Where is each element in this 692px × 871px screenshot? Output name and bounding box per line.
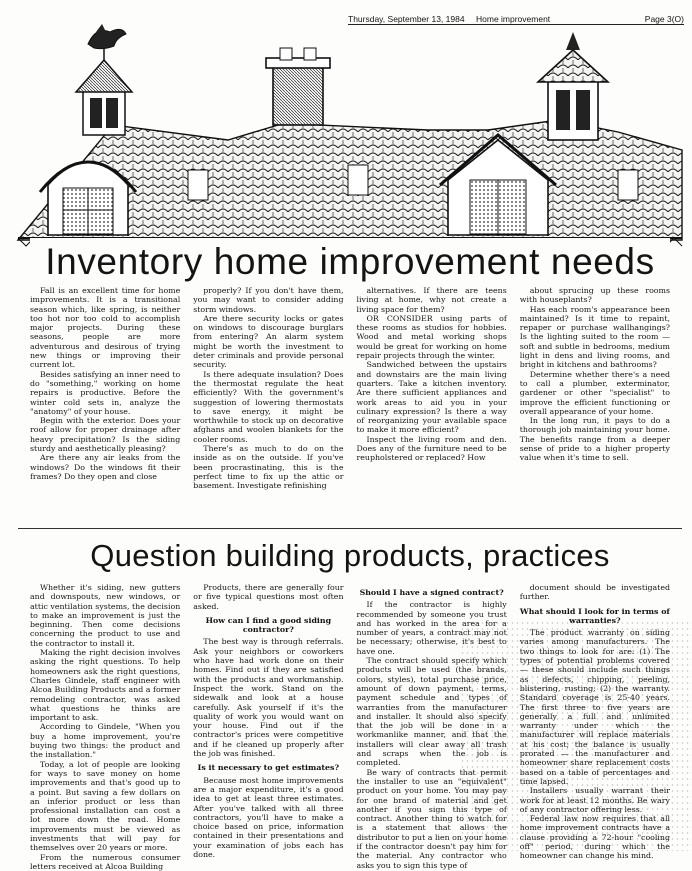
paragraph: Is there adequate insulation? Does the thermostat regulate the heat efficiently? With the government's suggestion of lowering thermostats to save energy, it might be worthwhile to stock up on decorative afghans and woolen blankets for the cooler rooms. [193,369,344,444]
paragraph: The product warranty on siding varies among manufacturers. The two things to look for are: (1) The types of potential problems covered — these should include such things as defects, chipping, peeling, blistering, rusting; (2) the warranty. Standard coverage is 25-40 years. The first three to five years are generally a full and unlimited warranty under which the manufacturer will replace materials at his cost; the balance is usually prorated — the manufacturer and homeowner share replacement costs based on a table of percentages and time lapsed. [519,628,670,786]
paragraph: alternatives. If there are teens living at home, why not create a living space for them? [356,286,507,314]
paragraph: According to Gindele, "When you buy a home improvement, you're buying two things: the product and the installation." [30,722,181,760]
paragraph: From the numerous consumer letters received at Alcoa Building [30,852,181,871]
paragraph: Products, there are generally four or five typical questions most often asked. [193,583,344,611]
paragraph: There's as much to do on the inside as on the outside. If you've been procrastinating, this is the perfect time to fix up the attic or basement. Investigate refinishing [193,444,344,491]
article-divider [18,528,682,529]
chimney [266,48,330,125]
column-3 [357,286,507,526]
paragraph: The best way is through referrals. Ask your neighbors or coworkers who have had work done on their homes. Find out if they are satisfied with the products and workmanship. Inspect the work. Stand on the sidewalk and look at a house carefully. Ask yourself if it's the quality of work you would want on your house. Find out if the contractor's prices were competitive and if he cleaned up properly after the job was finished. [193,637,344,759]
paragraph: Because most home improvements are a major expenditure, it's a good idea to get at least three estimates. After you've talked with all three contractors, you'll have to make a choice based on price, information contained in their presentations and your examination of jobs each has done. [193,775,344,860]
second-article-headline: Question building products, practices [90,538,610,573]
issue-date: Thursday, September 13, 1984 [348,14,465,24]
column-3 [356,583,507,870]
paragraph: Are there security locks or gates on windows to discourage burglars from entering? An alarm system might be worth the investment to deter criminals and provide personal security. [193,313,344,370]
article-body [30,286,670,526]
paragraph: Making the right decision involves asking the right questions. To help homeowners ask the right questions, Charles Gindele, staff engineer with Alcoa Building Products and a former remodeling contractor, was asked what questions he thinks are important to ask. [30,648,181,723]
paragraph: Whether it's siding, new gutters and downspouts, new windows, or attic ventilation systems, the decision to make an improvement is just the beginning. Then come decisions concerning the product to use and the contractor to install it. [30,583,181,648]
paragraph: Begin with the exterior. Does your roof allow for proper drainage after heavy precipitation? Is the siding sturdy and aesthetically pleasing? [30,416,181,454]
subheading: How can I find a good siding contractor? [205,615,332,635]
paragraph: The contract should specify which products will be used (the brands, colors, styles), total purchase price, amount of down payment, terms, payment schedule and types of warranties from the manufacturer and installer. It should also specify that the job will be done in a workmanlike manner, and that the installers will clear away all trash and scraps when the job is completed. [356,656,507,768]
paragraph: Are there any air leaks from the windows? Do the windows fit their frames? Do they open and close [30,453,181,481]
paragraph: Sandwiched between the upstairs and downstairs are the main living quarters. Take a kitchen inventory. Are there sufficient appliances and work areas to aid you in your culinary expression? Is there a way of reorganizing your available space to make it more efficient? [356,360,507,435]
second-article-body [30,583,670,871]
paragraph: Installers usually warrant their work for at least 12 months. Be wary of any contractor offering less. [519,786,670,814]
tower [538,32,608,140]
subheading: What should I look for in terms of warranties? [519,606,670,625]
page-number: Page 3(O) [644,14,684,24]
paragraph: properly? If you don't have them, you may want to consider adding storm windows. [193,286,344,314]
paragraph: Besides satisfying an inner need to do "something," working on home repairs is productive. Before the winter cold sets in, analyze the "anatomy" of your house. [30,369,181,416]
paragraph: Fall is an excellent time for home improvements. It is a transitional season which, like spring, is neither too hot nor too cold to accomplish major projects. During these seasons, people are more adventurous and desirous of trying new things or improving their current lot. [30,286,181,370]
column-1 [30,583,181,871]
column-4 [519,583,670,861]
section-name: Home improvement [476,14,551,24]
rooftop-illustration [18,20,682,250]
subheading: Should I have a signed contract? [359,588,504,597]
column-4 [520,286,670,526]
paragraph: Inspect the living room and den. Does any of the furniture need to be reupholstered or replaced? How [356,434,507,463]
article-headline: Inventory home improvement needs [30,238,670,286]
paragraph: If the contractor is highly recommended by someone you trust and has worked in the area for a number of years, a contract may not be necessary; otherwise, it's best to have one. [356,600,507,656]
column-2 [193,583,344,860]
paragraph: Federal law now requires that all home improvement contracts have a clause providing a 72-hour "cooling off" period, during which the homeowner can change his mind. [519,814,670,861]
paragraph: about sprucing up these rooms with houseplants? [519,286,670,305]
paragraph: OR CONSIDER using parts of these rooms as studios for hobbies. Wood and metal working shops would be great for working on home repair projects through the winter. [356,313,507,361]
paragraph: Has each room's appearance been maintained? Is it time to repaint, repaper or purchase wallhangings? Is the lighting suited to the room — soft and subtle in bedrooms, medium light in dens and living rooms, and bright in kitchens and bathrooms? [519,304,670,370]
column-2 [193,286,343,526]
paragraph: Be wary of contracts that permit the installer to use an "equivalent" product on your home. You may pay for one brand of material and get another if you sign this type of contract. Another thing to watch for is a statement that allows the distributor to put a lien on your home if the contractor doesn't pay him for the material. Any contractor who asks you to sign this type of [356,767,507,870]
paragraph: Today, a lot of people are looking for ways to save money on home improvements and that's good up to a point. But saving a few dollars on an inferior product or less than professional installation can cost a lot more down the road. Home improvements must be viewed as investments that will pay for themselves over 20 years or more. [30,759,181,853]
column-1 [30,286,180,526]
subheading: Is it necessary to get estimates? [197,763,340,773]
paragraph: Determine whether there's a need to call a plumber, exterminator, gardener or other "specialist" to improve the efficient functioning or overall appearance of your home. [519,369,670,416]
paragraph: document should be investigated further. [519,583,670,602]
paragraph: In the long run, it pays to do a thorough job maintaining your home. The benefits range from a deeper sense of pride to a higher property value when it's time to sell. [519,416,670,463]
cupola [76,24,132,135]
